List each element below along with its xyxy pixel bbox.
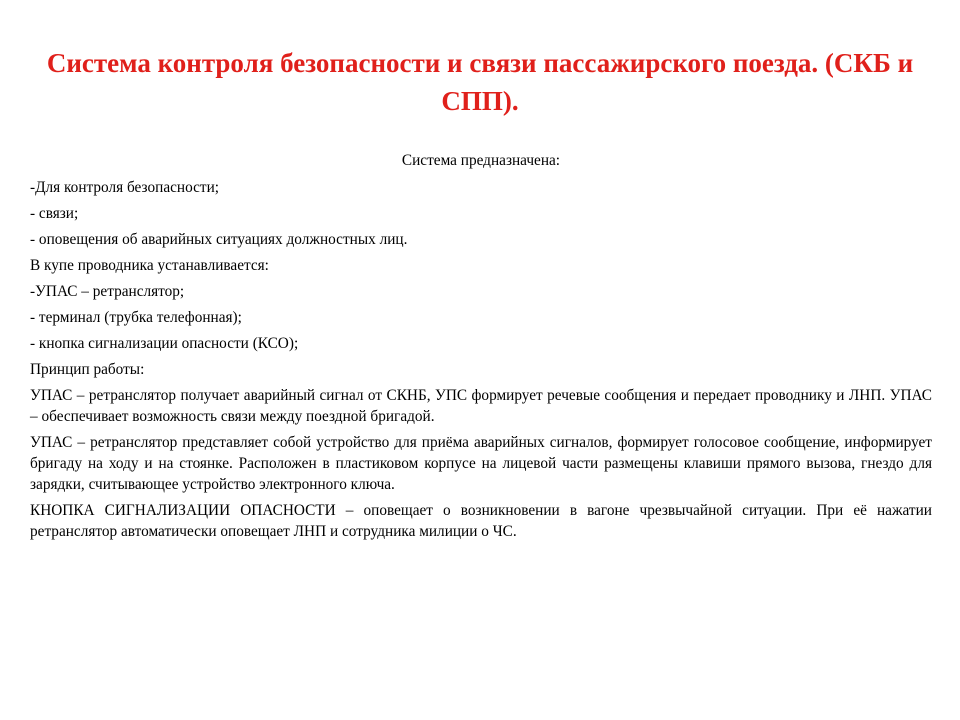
principle-heading: Принцип работы: bbox=[30, 361, 145, 378]
purpose-item: - оповещения об аварийных ситуациях должностных лиц. bbox=[30, 231, 408, 248]
install-item: - терминал (трубка телефонная); bbox=[30, 309, 242, 326]
install-heading: В купе проводника устанавливается: bbox=[30, 257, 269, 274]
principle-paragraph: УПАС – ретранслятор получает аварийный сигнал от СКНБ, УПС формирует речевые сообщения и передает проводнику и ЛНП. УПАС – обеспечивает возможность связи между поездной бригадой. bbox=[30, 387, 932, 425]
slide-body bbox=[30, 150, 932, 547]
alarm-button-paragraph: КНОПКА СИГНАЛИЗАЦИИ ОПАСНОСТИ – оповещает о возникновении в вагоне чрезвычайной ситуации. При её нажатии ретранслятор автоматически оповещает ЛНП и сотрудника милиции о ЧС. bbox=[30, 502, 932, 540]
install-item: - кнопка сигнализации опасности (КСО); bbox=[30, 335, 299, 352]
intro-text: Система предназначена: bbox=[401, 152, 561, 169]
device-paragraph: УПАС – ретранслятор представляет собой устройство для приёма аварийных сигналов, формирует голосовое сообщение, информирует бригаду на ходу и на стоянке. Расположен в пластиковом корпусе на лицевой части размещены клавиши прямого вызова, гнездо для зарядки, считывающее устройство электронного ключа. bbox=[30, 434, 932, 493]
purpose-item: -Для контроля безопасности; bbox=[30, 179, 220, 196]
install-item: -УПАС – ретранслятор; bbox=[30, 283, 185, 300]
purpose-item: - связи; bbox=[30, 205, 79, 222]
slide-title: Система контроля безопасности и связи пассажирского поезда. (СКБ и СПП). bbox=[46, 48, 914, 116]
